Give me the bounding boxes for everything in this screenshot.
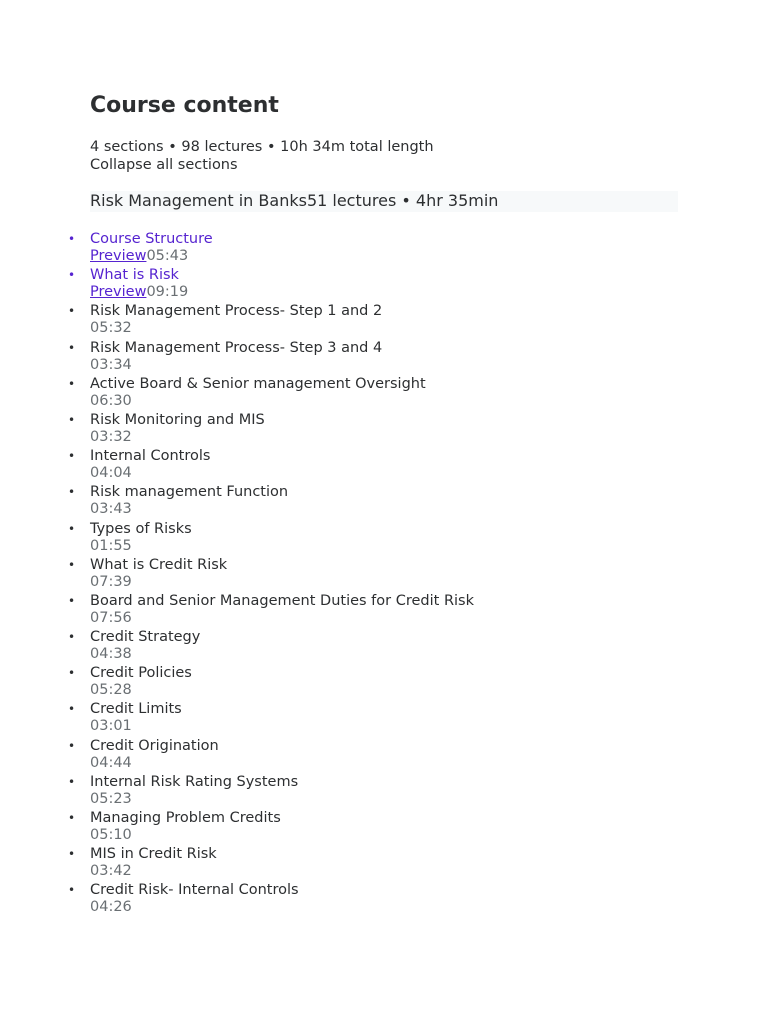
- lecture-duration: 04:38: [90, 646, 132, 663]
- bullet-icon: •: [68, 702, 76, 717]
- lecture-title: Internal Risk Rating Systems: [90, 773, 299, 790]
- lecture-list: [68, 231, 690, 919]
- lecture-meta: [90, 610, 690, 627]
- page-title: Course content: [90, 93, 279, 118]
- list-item: [68, 484, 690, 520]
- bullet-icon: •: [68, 738, 76, 753]
- lecture-meta: [90, 284, 690, 301]
- lecture-title: MIS in Credit Risk: [90, 846, 217, 863]
- lecture-meta: [90, 791, 690, 808]
- lecture-meta: [90, 393, 690, 410]
- bullet-icon: •: [68, 557, 76, 572]
- lecture-duration: 07:56: [90, 609, 132, 626]
- list-item: [68, 375, 690, 412]
- list-item: [68, 701, 690, 737]
- lecture-title: Internal Controls: [90, 448, 211, 465]
- lecture-duration: 05:10: [90, 827, 132, 843]
- lecture-title: Risk Management Process- Step 3 and 4: [90, 339, 383, 356]
- lecture-meta: [90, 718, 690, 735]
- lecture-title: Risk Monitoring and MIS: [90, 411, 265, 428]
- bullet-icon: •: [68, 521, 76, 536]
- preview-link[interactable]: Preview: [90, 284, 147, 301]
- lecture-title[interactable]: Course Structure: [90, 231, 213, 247]
- list-item: [68, 629, 690, 665]
- list-item: [68, 303, 690, 339]
- list-item: [68, 882, 690, 918]
- lecture-duration: 04:04: [90, 465, 132, 482]
- collapse-all-sections-button[interactable]: Collapse all sections: [90, 157, 238, 173]
- course-content-header: [90, 92, 678, 212]
- lecture-duration: 03:34: [90, 356, 132, 373]
- lecture-duration: 05:43: [146, 248, 189, 264]
- bullet-icon: •: [68, 232, 76, 246]
- bullet-icon: •: [68, 774, 76, 789]
- lecture-duration: 03:32: [90, 428, 132, 445]
- lecture-meta: [90, 827, 690, 844]
- bullet-icon: •: [68, 449, 76, 464]
- list-item: [68, 448, 690, 484]
- lecture-meta: [90, 501, 690, 518]
- list-item: [68, 737, 690, 774]
- lecture-title: Credit Origination: [90, 737, 219, 754]
- lecture-duration: 03:43: [90, 501, 132, 518]
- list-item: [68, 773, 690, 810]
- bullet-icon: •: [68, 412, 76, 427]
- lecture-title: Credit Policies: [90, 665, 192, 682]
- lecture-meta: [90, 574, 690, 591]
- lecture-meta: [90, 248, 690, 265]
- list-item: [68, 411, 690, 448]
- list-item: [68, 520, 690, 557]
- lecture-duration: 03:42: [90, 863, 132, 880]
- bullet-icon: •: [68, 593, 76, 608]
- lecture-title[interactable]: What is Risk: [90, 267, 179, 284]
- lecture-meta: [90, 465, 690, 482]
- bullet-icon: •: [68, 304, 76, 319]
- lecture-title: What is Credit Risk: [90, 556, 228, 573]
- list-item: [68, 665, 690, 701]
- list-item: [68, 339, 690, 376]
- lecture-title: Types of Risks: [90, 520, 192, 537]
- bullet-icon: •: [68, 376, 76, 391]
- lecture-title: Risk Management Process- Step 1 and 2: [90, 303, 383, 320]
- lecture-meta: [90, 682, 690, 699]
- list-item: [68, 556, 690, 593]
- lecture-title: Risk management Function: [90, 484, 289, 501]
- bullet-icon: •: [68, 485, 76, 500]
- lecture-meta: [90, 863, 690, 880]
- lecture-duration: 04:26: [90, 899, 132, 916]
- lecture-meta: [90, 429, 690, 446]
- section-title: Risk Management in Banks: [90, 191, 307, 210]
- lecture-duration: 05:32: [90, 320, 132, 337]
- lecture-title: Managing Problem Credits: [90, 810, 281, 826]
- bullet-icon: •: [68, 811, 76, 825]
- bullet-icon: •: [68, 666, 76, 681]
- lecture-duration: 07:39: [90, 573, 132, 590]
- lecture-duration: 09:19: [146, 284, 189, 301]
- bullet-icon: •: [68, 630, 76, 645]
- lecture-duration: 01:55: [90, 537, 132, 554]
- bullet-icon: •: [68, 340, 76, 355]
- lecture-title: Credit Risk- Internal Controls: [90, 882, 299, 899]
- preview-link[interactable]: Preview: [90, 248, 147, 264]
- course-stats: 4 sections • 98 lectures • 10h 34m total length: [90, 139, 434, 155]
- list-item: [68, 592, 690, 629]
- list-item[interactable]: [68, 231, 690, 267]
- lecture-meta: [90, 755, 690, 772]
- lecture-title: Active Board & Senior management Oversight: [90, 375, 426, 392]
- lecture-title: Board and Senior Management Duties for Credit Risk: [90, 592, 474, 609]
- section-summary: 51 lectures • 4hr 35min: [306, 191, 499, 210]
- bullet-icon: •: [68, 268, 76, 283]
- bullet-icon: •: [68, 847, 76, 862]
- lecture-meta: [90, 646, 690, 663]
- list-item: [68, 810, 690, 846]
- section-header[interactable]: [90, 191, 678, 212]
- lecture-title: Credit Limits: [90, 701, 182, 718]
- list-item[interactable]: [68, 267, 690, 303]
- lecture-meta: [90, 357, 690, 374]
- bullet-icon: •: [68, 883, 76, 898]
- lecture-duration: 04:44: [90, 754, 132, 771]
- lecture-title: Credit Strategy: [90, 629, 201, 646]
- lecture-meta: [90, 899, 690, 916]
- lecture-meta: [90, 538, 690, 555]
- lecture-duration: 06:30: [90, 392, 132, 409]
- lecture-duration: 05:23: [90, 790, 132, 807]
- lecture-duration: 03:01: [90, 718, 132, 735]
- lecture-duration: 05:28: [90, 682, 132, 699]
- lecture-meta: [90, 320, 690, 337]
- list-item: [68, 846, 690, 882]
